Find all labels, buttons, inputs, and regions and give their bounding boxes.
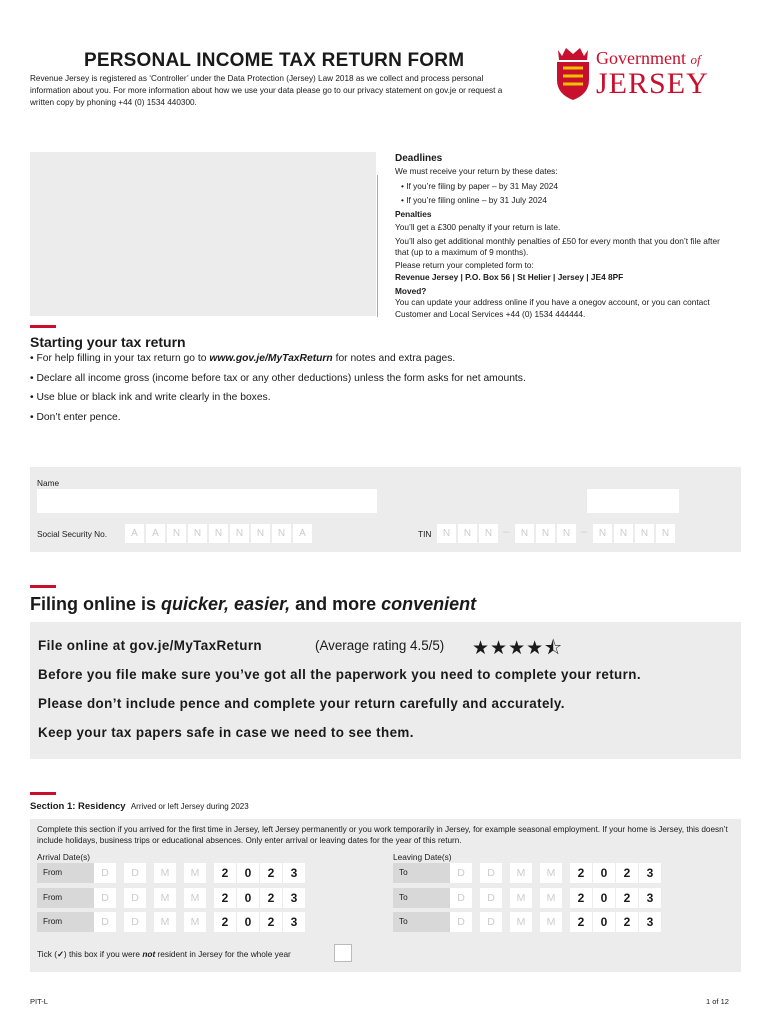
return-to: Please return your completed form to: xyxy=(395,260,534,271)
tin-digit-cell[interactable]: N xyxy=(437,524,456,543)
bullet-gross: • Declare all income gross (income before tax or any other deductions) unless the form asks for net amounts. xyxy=(30,372,526,384)
arrival-date-cell[interactable]: M xyxy=(154,863,176,883)
leaving-year-cell: 0 xyxy=(593,863,615,883)
arrival-year-cell: 2 xyxy=(214,912,236,932)
arrival-date-cell[interactable]: M xyxy=(184,912,206,932)
tin-digit-cell[interactable]: N xyxy=(536,524,555,543)
arrival-date-cell[interactable]: D xyxy=(94,888,116,908)
name-label: Name xyxy=(37,478,60,488)
leaving-year-cell: 2 xyxy=(616,863,638,883)
arrival-date-cell[interactable]: M xyxy=(154,888,176,908)
leaving-year-cell: 3 xyxy=(639,888,661,908)
bullet-ink: • Use blue or black ink and write clearly in the boxes. xyxy=(30,392,271,403)
tin-label: TIN xyxy=(418,529,432,539)
paperwork-note: Before you file make sure you’ve got all the paperwork you need to complete your return. xyxy=(38,667,641,682)
leaving-date-cell[interactable]: D xyxy=(450,888,472,908)
ssn-digit-cell[interactable]: A xyxy=(125,524,144,543)
tin-digit-cell[interactable]: N xyxy=(656,524,675,543)
arrival-year-cell: 3 xyxy=(283,912,305,932)
leaving-date-cell[interactable]: D xyxy=(480,863,502,883)
arrival-date-cell[interactable]: D xyxy=(94,912,116,932)
leaving-date-cell[interactable]: D xyxy=(450,863,472,883)
leaving-date-cell[interactable]: D xyxy=(480,888,502,908)
bullet-pence: • Don’t enter pence. xyxy=(30,411,121,423)
name-field[interactable] xyxy=(37,489,377,513)
ssn-digit-cell[interactable]: N xyxy=(209,524,228,543)
tin-digit-cell[interactable]: N xyxy=(458,524,477,543)
leaving-date-cell[interactable]: D xyxy=(450,912,472,932)
address-window xyxy=(30,152,376,316)
leaving-year-cell: 0 xyxy=(593,912,615,932)
average-rating: (Average rating 4.5/5) xyxy=(315,638,445,653)
page-number: 1 of 12 xyxy=(706,997,729,1006)
logo-text-jersey: JERSEY xyxy=(596,67,709,100)
arrival-year-cell: 2 xyxy=(260,863,282,883)
tin-digit-cell[interactable]: N xyxy=(614,524,633,543)
jersey-crest-icon xyxy=(554,44,592,100)
arrival-year-cell: 0 xyxy=(237,888,259,908)
not-resident-label: Tick (✓) this box if you were not resident in Jersey for the whole year xyxy=(37,949,291,959)
leaving-date-cell[interactable]: M xyxy=(510,912,532,932)
leaving-year-cell: 2 xyxy=(616,912,638,932)
arrival-date-cell[interactable]: D xyxy=(124,888,146,908)
arrival-date-cell[interactable]: M xyxy=(184,863,206,883)
tin-separator: – xyxy=(581,526,588,538)
section-accent-bar xyxy=(30,325,56,328)
not-resident-checkbox[interactable] xyxy=(334,944,352,962)
leaving-year-cell: 2 xyxy=(570,863,592,883)
form-code: PIT-L xyxy=(30,997,48,1006)
leaving-label: Leaving Date(s) xyxy=(393,852,452,862)
online-title: Filing online is quicker, easier, and more convenient xyxy=(30,594,477,614)
tin-digit-cell[interactable]: N xyxy=(557,524,576,543)
divider xyxy=(377,175,378,317)
arrival-year-cell: 0 xyxy=(237,912,259,932)
ssn-digit-cell[interactable]: A xyxy=(146,524,165,543)
ssn-digit-cell[interactable]: N xyxy=(188,524,207,543)
arrival-row-label: From xyxy=(37,888,95,908)
ssn-digit-cell[interactable]: N xyxy=(272,524,291,543)
tin-digit-cell[interactable]: N xyxy=(515,524,534,543)
moved-text: You can update your address online if you have a onegov account, or you can contact Customer and Local Services +44 (0) 1534 444444. xyxy=(395,297,710,319)
name-extra-field[interactable] xyxy=(587,489,679,513)
residency-intro: Complete this section if you arrived for the first time in Jersey, left Jersey permanently or you work temporarily in Jersey, for example seasonal employment. If your home is Jersey, this doesn’t include holidays, business trips or educational absences. Only enter arrival or leaving dates for the year of this return. xyxy=(37,825,728,845)
deadlines-heading: Deadlines xyxy=(395,153,443,164)
mytaxreturn-link[interactable]: www.gov.je/MyTaxReturn xyxy=(209,353,333,364)
leaving-date-cell[interactable]: M xyxy=(510,888,532,908)
leaving-date-cell[interactable]: M xyxy=(540,863,562,883)
ssn-digit-cell[interactable]: N xyxy=(251,524,270,543)
ssn-label: Social Security No. xyxy=(37,529,108,539)
tin-digit-cell[interactable]: N xyxy=(479,524,498,543)
return-address: Revenue Jersey | P.O. Box 56 | St Helier | Jersey | JE4 8PF xyxy=(395,271,624,282)
penalty-late: You’ll get a £300 penalty if your return is late. xyxy=(395,222,561,233)
starting-bullets xyxy=(30,353,526,431)
arrival-date-cell[interactable]: M xyxy=(184,888,206,908)
arrival-row-label: From xyxy=(37,863,95,883)
section-accent-bar xyxy=(30,585,56,588)
arrival-date-cell[interactable]: D xyxy=(124,912,146,932)
leaving-date-cell[interactable]: M xyxy=(510,863,532,883)
leaving-row-label: To xyxy=(393,912,451,932)
rating-stars-icon: ★★★★⯪ xyxy=(472,638,564,659)
leaving-year-cell: 0 xyxy=(593,888,615,908)
government-of-jersey-logo xyxy=(554,44,724,102)
starting-title: Starting your tax return xyxy=(30,334,186,350)
penalty-monthly: You’ll also get additional monthly penalties of £50 for every month that you don’t file after that (up to a maximum of 9 months). xyxy=(395,235,720,258)
arrival-date-cell[interactable]: D xyxy=(94,863,116,883)
deadlines-intro: We must receive your return by these dates: xyxy=(395,166,558,177)
pence-note: Please don’t include pence and complete your return carefully and accurately. xyxy=(38,696,565,711)
leaving-year-cell: 3 xyxy=(639,912,661,932)
arrival-year-cell: 2 xyxy=(214,888,236,908)
tin-separator: – xyxy=(503,526,510,538)
arrival-year-cell: 2 xyxy=(260,912,282,932)
leaving-date-cell[interactable]: M xyxy=(540,888,562,908)
penalties-heading: Penalties xyxy=(395,209,432,220)
arrival-year-cell: 3 xyxy=(283,863,305,883)
arrival-row-label: From xyxy=(37,912,95,932)
deadlines-panel xyxy=(395,153,735,320)
arrival-date-cell[interactable]: D xyxy=(124,863,146,883)
logo-text-government: Government of xyxy=(596,48,701,68)
tin-digit-cell[interactable]: N xyxy=(635,524,654,543)
form-title: PERSONAL INCOME TAX RETURN FORM xyxy=(84,50,465,71)
deadline-paper: • If you’re filing by paper – by 31 May 2024 xyxy=(401,180,558,191)
section-accent-bar xyxy=(30,792,56,795)
arrival-year-cell: 2 xyxy=(260,888,282,908)
residency-heading: Section 1: Residency Arrived or left Jersey during 2023 xyxy=(30,801,249,812)
data-protection-notice: Revenue Jersey is registered as ‘Controller’ under the Data Protection (Jersey) Law 2018 as we collect and process personal information about you. For more information about how we use your data please go to our privacy statement on gov.je or request a written copy by phoning +44 (0) 1534 440300. xyxy=(30,74,503,107)
leaving-row-label: To xyxy=(393,863,451,883)
arrival-date-cell[interactable]: M xyxy=(154,912,176,932)
leaving-date-cell[interactable]: D xyxy=(480,912,502,932)
arrival-label: Arrival Date(s) xyxy=(37,852,91,862)
ssn-digit-cell[interactable]: N xyxy=(167,524,186,543)
leaving-year-cell: 2 xyxy=(570,912,592,932)
bullet-help: • For help filling in your tax return go to www.gov.je/MyTaxReturn for notes and extra pages. xyxy=(30,353,456,364)
safekeeping-note: Keep your tax papers safe in case we need to see them. xyxy=(38,725,414,740)
ssn-digit-cell[interactable]: N xyxy=(230,524,249,543)
leaving-year-cell: 2 xyxy=(616,888,638,908)
arrival-year-cell: 0 xyxy=(237,863,259,883)
leaving-year-cell: 3 xyxy=(639,863,661,883)
arrival-year-cell: 3 xyxy=(283,888,305,908)
moved-heading: Moved? xyxy=(395,285,427,296)
file-online-link[interactable]: File online at gov.je/MyTaxReturn xyxy=(38,638,263,653)
deadline-online: • If you’re filing online – by 31 July 2024 xyxy=(401,194,547,205)
leaving-row-label: To xyxy=(393,888,451,908)
ssn-digit-cell[interactable]: A xyxy=(293,524,312,543)
tin-digit-cell[interactable]: N xyxy=(593,524,612,543)
leaving-year-cell: 2 xyxy=(570,888,592,908)
leaving-date-cell[interactable]: M xyxy=(540,912,562,932)
arrival-year-cell: 2 xyxy=(214,863,236,883)
